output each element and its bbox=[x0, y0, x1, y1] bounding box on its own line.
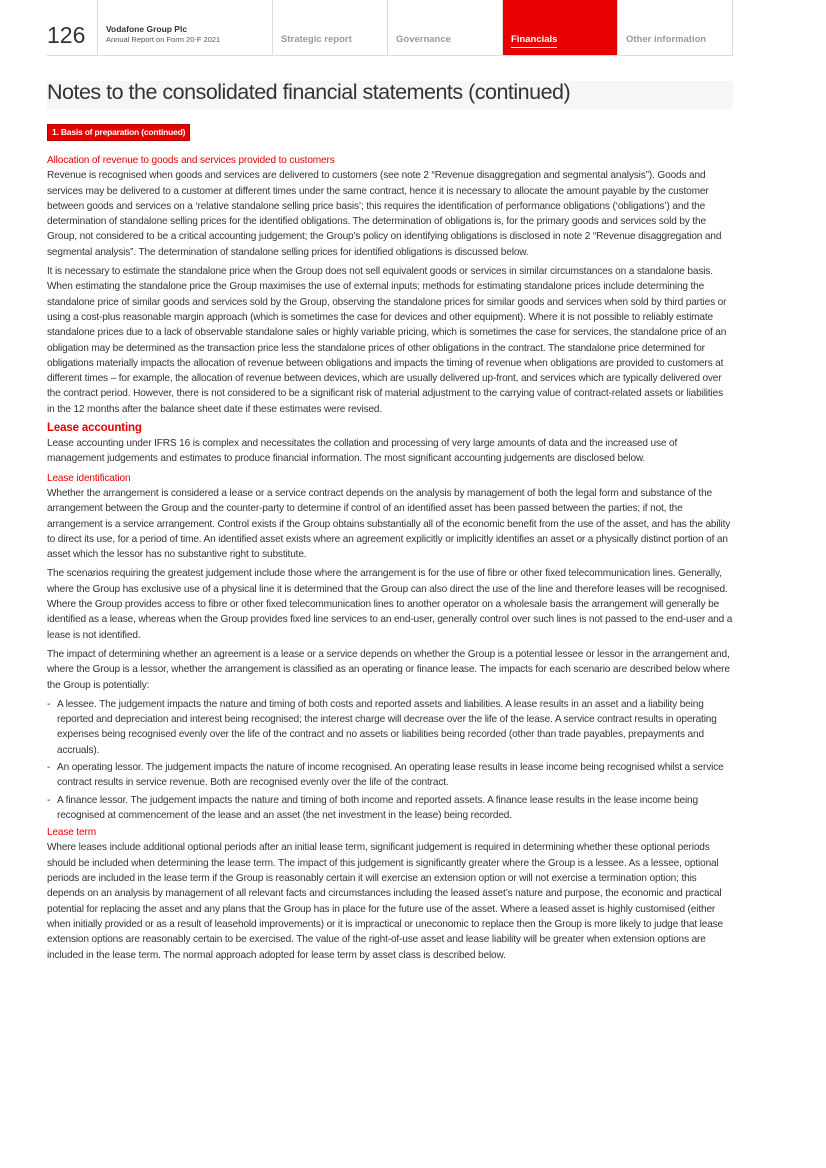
lease-accounting-paragraph: Lease accounting under IFRS 16 is complex and necessitates the collation and processing of very large amounts of data and the increased use of management judgements and estimates to produce financial information. The most significant accounting judgements are disclosed below. bbox=[47, 438, 678, 465]
list-item-text: An operating lessor. The judgement impacts the nature of income recognised. An operating lease results in lease income being recognised whilst a service contract results in service revenue. Both are recognised evenly over the life of the contract. bbox=[57, 761, 724, 789]
company-name: Vodafone Group Plc bbox=[106, 24, 188, 34]
report-name: Annual Report on Form 20-F 2021 bbox=[106, 35, 221, 44]
lease-term-paragraph: Where leases include additional optional periods after an initial lease term, significant judgement is required in determining whether these optional periods should be included when determining the lease term. The impact of this judgement is significantly greater where the Group is a lessee. As a lessee, optional periods are included in the lease term if the Group is reasonably certain it will exercise an extension option or will not exercise a termination option; this depends on an analysis by management of all relevant facts and circumstances including the leased asset’s nature and purpose, the economic and practical potential for replacing the asset and any plans that the Group has in place for the future use of the asset. Where a leased asset is highly customised (either when initially provided or as a result of leasehold improvements) or it is impractical or uneconomic to replace then the Group is more likely to judge that lease extension options are reasonably certain to be exercised. The value of the right-of-use asset and lease liability will be greater when extension options are included in the lease term. The normal approach adopted for lease term by asset class is described below. bbox=[47, 842, 724, 961]
lease-identification-paragraph-3: The impact of determining whether an agreement is a lease or a service depends on whether the Group is a potential lessee or lessor in the arrangement and, where the Group is a lessor, whether the arrangement is classified as an operating or finance lease. The impacts for each scenario are described below where the Group is potentially: bbox=[47, 648, 730, 691]
list-item bbox=[47, 760, 733, 791]
scenario-list bbox=[47, 697, 733, 823]
tab-label: Other information bbox=[626, 34, 707, 45]
allocation-heading: Allocation of revenue to goods and services provided to customers bbox=[47, 155, 335, 166]
list-item-text: A lessee. The judgement impacts the nature and timing of both costs and reported assets and liabilities. A lease results in an asset and a liability being reported and depreciation and interest being recognised; the interest charge will decrease over the life of the lease. A service contract results in operating expenses being recognised evenly over the life of the contract and no assets or liabilities being recorded (other than trade payables, prepayments and accruals). bbox=[57, 698, 717, 756]
tab-label: Strategic report bbox=[281, 34, 352, 45]
list-item bbox=[47, 697, 733, 758]
page-title: Notes to the consolidated financial statements (continued) bbox=[47, 80, 571, 104]
dash-marker: - bbox=[47, 698, 51, 710]
lease-identification-heading: Lease identification bbox=[47, 472, 131, 484]
allocation-paragraph-2: It is necessary to estimate the standalone price when the Group does not sell equivalent goods or services in similar circumstances on a standalone basis. When estimating the standalone price the Group maximises the use of external inputs; methods for estimating standalone prices include determining the standalone price of similar goods and services sold by the Group, observing the standalone prices for similar goods and services when sold by third parties or using a cost-plus reasonable margin approach (which is sometimes the case for devices and other equipment). Where it is not possible to reliably estimate standalone prices due to a lack of observable standalone sales or highly variable pricing, which is sometimes the case for services, the standalone price of an obligation may be determined as the transaction price less the standalone prices of other obligations in the contract. The standalone price determined for obligations materially impacts the allocation of revenue between obligations and impacts the timing of revenue when obligations are provided to customers at different times – for example, the allocation of revenue between devices, which are usually delivered up-front, and services which are typically delivered over the contract period. However, there is not considered to be a significant risk of material adjustment to the carrying value of contract-related assets or liabilities in the 12 months after the balance sheet date if these estimates were revised. bbox=[47, 266, 727, 415]
allocation-paragraph-1: Revenue is recognised when goods and services are delivered to customers (see note 2 “Revenue disaggregation and segmental analysis”). Goods and services may be delivered to a customer at different times under the same contract, hence it is necessary to allocate the amount payable by the customer between goods and services on a ‘relative standalone selling price basis’; this requires the identification of performance obligations (‘obligations’) and the determination of standalone selling prices for the identified obligations. The determination of obligations is, for the primary goods and services sold by the Group, not considered to be a critical accounting judgement; the Group’s policy on identifying obligations is disclosed in note 2 “Revenue disaggregation and segmental analysis”. The determination of standalone selling prices for identified obligations is discussed below. bbox=[47, 170, 722, 258]
report-branding bbox=[98, 0, 273, 55]
dash-marker: - bbox=[47, 761, 51, 773]
dash-marker: - bbox=[47, 794, 51, 806]
lease-term-heading: Lease term bbox=[47, 827, 96, 839]
lease-identification-paragraph-1: Whether the arrangement is considered a lease or a service contract depends on the analysis by management of both the legal form and substance of the arrangement between the Group and the counter-party to determine if control of an identified asset has been passed between the parties; if not, the arrangement is a service arrangement. Control exists if the Group obtains substantially all of the economic benefit from the use of the asset, and has the ability to direct its use, for a period of time. An identified asset exists where an agreement explicitly or implicitly identifies an asset or a physically distinct portion of an asset which the lessor has no substantive right to substitute. bbox=[47, 487, 731, 561]
tab-other-information[interactable] bbox=[618, 0, 733, 55]
tab-financials[interactable] bbox=[503, 0, 618, 55]
lease-accounting-heading: Lease accounting bbox=[47, 422, 142, 435]
lease-identification-paragraph-2: The scenarios requiring the greatest judgement include those where the arrangement is for the use of fibre or other fixed telecommunication lines. Generally, where the Group has exclusive use of a physical line it is determined that the Group can also direct the use of the line and therefore leases will be recognised. Where the Group provides access to fibre or other fixed telecommunication lines to another operator on a wholesale basis the arrangement will generally be identified as a lease, whereas when the Group provides fixed line services to an end-user, generally control over such lines is not passed to the end-user and a lease is not identified. bbox=[47, 568, 733, 641]
section-badge: 1. Basis of preparation (continued) bbox=[47, 124, 190, 141]
tab-governance[interactable] bbox=[388, 0, 503, 55]
list-item-text: A finance lessor. The judgement impacts the nature and timing of both income and reported assets. A finance lease results in the lease income being recognised at commencement of the lease and an asset (the net investment in the lease) being recorded. bbox=[57, 794, 698, 821]
tab-label: Governance bbox=[396, 34, 451, 45]
page-number: 126 bbox=[47, 0, 98, 55]
tab-label: Financials bbox=[511, 34, 557, 48]
page-header bbox=[47, 0, 733, 56]
tab-strategic-report[interactable] bbox=[273, 0, 388, 55]
list-item bbox=[47, 793, 733, 824]
main-content bbox=[47, 153, 733, 967]
